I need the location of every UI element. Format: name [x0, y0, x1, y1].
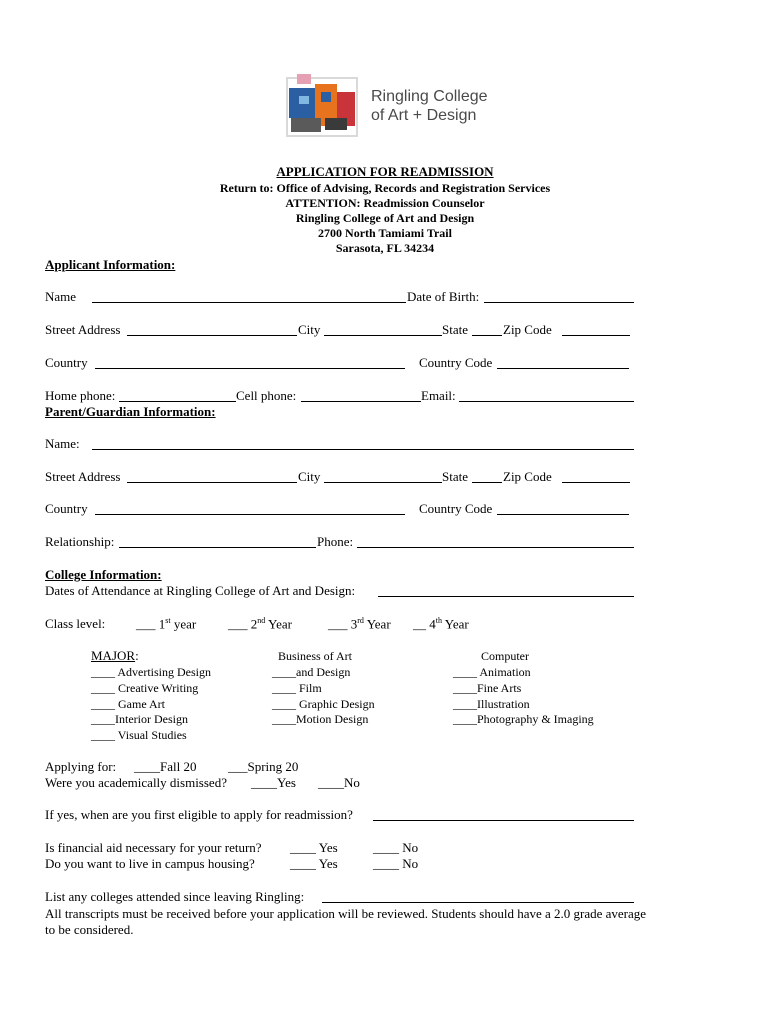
major-film[interactable]: ____ Film	[272, 680, 322, 695]
major-creative-writing[interactable]: ____ Creative Writing	[91, 680, 199, 695]
applicant-street-label: Street Address	[45, 322, 121, 337]
applicant-state-field[interactable]	[472, 335, 502, 336]
financial-aid-label: Is financial aid necessary for your return?	[45, 840, 262, 855]
applying-fall-option[interactable]: ____Fall 20	[134, 759, 197, 774]
logo-mark-icon	[285, 70, 365, 138]
parent-phone-label: Phone:	[317, 534, 354, 549]
major-graphic-design[interactable]: ____ Graphic Design	[272, 696, 375, 711]
header-line-city: Sarasota, FL 34234	[335, 241, 435, 255]
colleges-attended-label: List any colleges attended since leaving Ringling:	[45, 889, 305, 904]
parent-street-label: Street Address	[45, 469, 121, 484]
parent-phone-field[interactable]	[357, 547, 634, 548]
applicant-heading: Applicant Information:	[45, 257, 176, 272]
header-line-street: 2700 North Tamiami Trail	[318, 226, 452, 240]
parent-relationship-field[interactable]	[119, 547, 316, 548]
applicant-name-field[interactable]	[92, 302, 406, 303]
eligible-field[interactable]	[373, 820, 634, 821]
major-heading: MAJOR:	[91, 648, 139, 663]
parent-city-field[interactable]	[324, 482, 442, 483]
college-logo	[285, 70, 505, 138]
college-dates-label: Dates of Attendance at Ringling College of Art and Design:	[45, 583, 356, 598]
applicant-dob-field[interactable]	[484, 302, 634, 303]
applicant-cell-phone-field[interactable]	[301, 401, 421, 402]
parent-street-field[interactable]	[127, 482, 297, 483]
major-computer-animation[interactable]: ____ Animation	[453, 665, 531, 679]
header-line-college: Ringling College of Art and Design	[295, 211, 475, 225]
applicant-country-code-field[interactable]	[497, 368, 629, 369]
applicant-city-field[interactable]	[324, 335, 442, 336]
housing-no-option[interactable]: ____ No	[373, 856, 419, 871]
applicant-zip-field[interactable]	[562, 335, 630, 336]
college-dates-field[interactable]	[378, 596, 634, 597]
applying-spring-option[interactable]: ___Spring 20	[228, 759, 299, 774]
college-heading: College Information:	[45, 567, 162, 582]
dismissed-yes-option[interactable]: ____Yes	[251, 775, 296, 790]
major-interior-design[interactable]: ____Interior Design	[91, 712, 188, 727]
applicant-country-code-label: Country Code	[419, 355, 493, 370]
parent-country-code-field[interactable]	[497, 514, 629, 515]
dismissed-no-option[interactable]: ____No	[318, 775, 360, 790]
major-fine-arts[interactable]: ____Fine Arts	[453, 680, 522, 695]
parent-country-label: Country	[45, 501, 88, 516]
major-illustration[interactable]: ____Illustration	[453, 696, 530, 711]
financial-aid-no-option[interactable]: ____ No	[373, 840, 419, 855]
parent-country-field[interactable]	[95, 514, 405, 515]
class-level-second[interactable]: ___ 2nd Year	[228, 616, 292, 632]
page-title: APPLICATION FOR READMISSION	[276, 164, 494, 179]
major-col3-heading: Computer	[481, 649, 529, 663]
major-col1	[91, 665, 211, 744]
major-col2	[272, 665, 375, 728]
parent-name-field[interactable]	[92, 449, 634, 450]
applying-label: Applying for:	[45, 759, 117, 774]
major-col2-heading: Business of Art	[278, 649, 353, 663]
major-business-of-art-and-design[interactable]: ____and Design	[272, 665, 351, 679]
parent-state-field[interactable]	[472, 482, 502, 483]
applicant-city-label: City	[298, 322, 321, 337]
applicant-name-label: Name	[45, 289, 77, 304]
major-game-art[interactable]: ____ Game Art	[91, 696, 165, 711]
applicant-dob-label: Date of Birth:	[407, 289, 480, 304]
dismissed-label: Were you academically dismissed?	[45, 775, 227, 790]
parent-relationship-label: Relationship:	[45, 534, 115, 549]
class-level-fourth[interactable]: __ 4th Year	[413, 616, 469, 632]
applicant-zip-label: Zip Code	[503, 322, 552, 337]
housing-label: Do you want to live in campus housing?	[45, 856, 255, 871]
major-photography-imaging[interactable]: ____Photography & Imaging	[453, 712, 594, 727]
major-visual-studies[interactable]: ____ Visual Studies	[91, 728, 187, 743]
logo-line2: of Art + Design	[371, 107, 477, 124]
eligible-label: If yes, when are you first eligible to apply for readmission?	[45, 807, 353, 822]
class-level-first[interactable]: ___ 1st year	[136, 616, 197, 632]
applicant-home-phone-field[interactable]	[119, 401, 236, 402]
parent-name-label: Name:	[45, 436, 80, 451]
parent-city-label: City	[298, 469, 321, 484]
major-advertising-design[interactable]: ____ Advertising Design	[91, 665, 211, 679]
transcripts-note-line2: to be considered.	[45, 922, 134, 937]
parent-heading: Parent/Guardian Information:	[45, 404, 216, 419]
major-motion-design[interactable]: ____Motion Design	[272, 712, 369, 727]
housing-yes-option[interactable]: ____ Yes	[290, 856, 338, 871]
applicant-email-label: Email:	[421, 388, 456, 403]
parent-country-code-label: Country Code	[419, 501, 493, 516]
parent-state-label: State	[442, 469, 468, 484]
parent-zip-field[interactable]	[562, 482, 630, 483]
applicant-country-field[interactable]	[95, 368, 405, 369]
applicant-country-label: Country	[45, 355, 88, 370]
applicant-home-phone-label: Home phone:	[45, 388, 116, 403]
class-level-label: Class level:	[45, 616, 106, 631]
applicant-email-field[interactable]	[459, 401, 634, 402]
class-level-third[interactable]: ___ 3rd Year	[328, 616, 391, 632]
header-line-return: Return to: Office of Advising, Records and Registration Services	[219, 181, 551, 195]
applicant-cell-phone-label: Cell phone:	[236, 388, 297, 403]
financial-aid-yes-option[interactable]: ____ Yes	[290, 840, 338, 855]
applicant-state-label: State	[442, 322, 468, 337]
header-line-attention: ATTENTION: Readmission Counselor	[285, 196, 485, 210]
logo-line1: Ringling College	[371, 88, 488, 105]
applicant-street-field[interactable]	[127, 335, 297, 336]
transcripts-note-line1: All transcripts must be received before your application will be reviewed. Students should have a 2.0 grade average	[45, 906, 647, 921]
parent-zip-label: Zip Code	[503, 469, 552, 484]
colleges-attended-field[interactable]	[322, 902, 634, 903]
major-col3	[453, 665, 594, 728]
